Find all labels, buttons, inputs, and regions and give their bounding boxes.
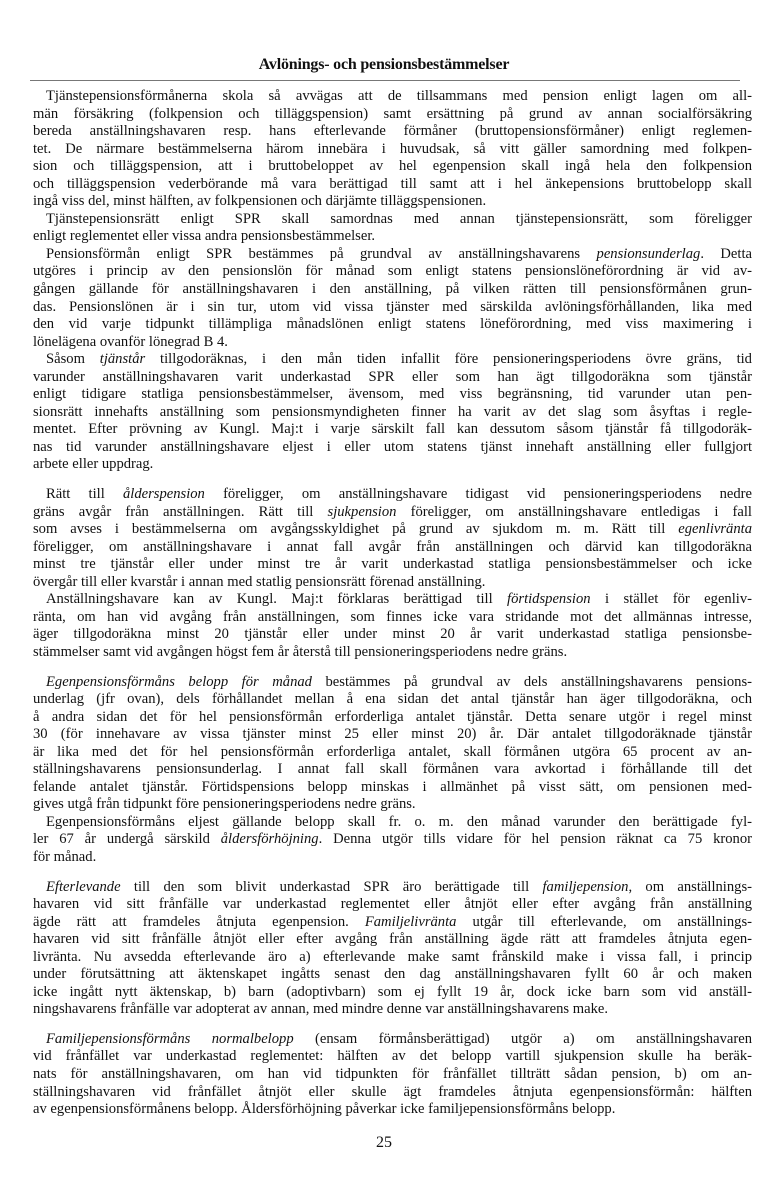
text-run: den vid varje tidpunkt tillämpliga månadslönen enligt statens löneförordning, med viss maximering i xyxy=(33,316,752,333)
text-run: sionsrätt innehafts anställning som pensionsmyndigheten finner ha varit av det slag som åsyftas i regle- xyxy=(33,403,752,420)
text-run: Pensionsförmån enligt SPR bestämmes på grundval av anställningshavarens xyxy=(46,245,597,262)
text-line xyxy=(33,123,752,141)
text-section xyxy=(33,1031,752,1119)
text-line xyxy=(33,1048,752,1066)
text-line xyxy=(33,896,752,914)
text-run: ställningshavaren vid frånfället åtnjöt eller skulle ägt framdeles åtnjuta egenpensionsförmån: hälften xyxy=(33,1083,752,1100)
text-run: för månad. xyxy=(33,848,97,865)
text-line xyxy=(33,351,752,369)
emphasized-term: Familjelivränta xyxy=(364,913,457,930)
text-run: gräns avgår från anställningen. Rätt till xyxy=(33,503,328,520)
text-run: Tjänstepensionsrätt enligt SPR skall samordnas med annan tjänstepensionsrätt, som föreligger xyxy=(46,210,752,227)
emphasized-term: pensionsunderlag xyxy=(596,245,701,262)
text-line xyxy=(33,691,752,709)
text-line xyxy=(33,299,752,317)
text-run: ler 67 år undergå särskild xyxy=(33,831,221,848)
text-line xyxy=(33,456,752,474)
text-run: tet. De närmare bestämmelserna härom innebära i huvudsak, så vitt gäller samordning med folkpen- xyxy=(33,140,752,157)
text-run: felande antalet tjänstår. Förtidspensions belopp minskas i allmänhet på visst sätt, om pensionen med- xyxy=(33,778,752,795)
text-run: å andra sidan det för hel pensionsförmån erforderliga antalet tjänstår. Detta senare utgör i regel minst xyxy=(33,708,752,725)
paragraph xyxy=(33,674,752,814)
text-run: föreligger, om anställningshavare entledigas i fall xyxy=(396,503,752,520)
text-run: enligt tidigare statliga pensionsbestämmelser, ävensom, med viss begränsning, tid varunder utan pen- xyxy=(33,386,752,403)
text-line xyxy=(33,709,752,727)
emphasized-term: Familjepensionsförmåns normalbelopp xyxy=(46,1030,294,1047)
text-run: nats för anställningshavaren, om han vid tidpunkten för frånfället tillträtt sådan pension, b) om an- xyxy=(33,1065,752,1082)
text-line xyxy=(33,369,752,387)
emphasized-term: tjänstår xyxy=(99,351,146,368)
text-run: Egenpensionsförmåns eljest gällande belopp skall fr. o. m. den månad varunder den berättigade fyl- xyxy=(46,813,752,830)
text-line xyxy=(33,246,752,264)
header-divider xyxy=(30,80,740,81)
text-run: män försäkring (folkpension och tilläggspension) samt ersättning på grund av annan socialförsäkring xyxy=(33,105,752,122)
text-line xyxy=(33,609,752,627)
text-run: ingå viss del, minst hälften, av folkpensionen och därjämte tilläggspensionen. xyxy=(33,193,487,210)
text-line xyxy=(33,726,752,744)
text-run: äger tillgodoräkna minst 20 tjänstår eller under minst 20 år varit underkastad statliga pensionsbe- xyxy=(33,626,752,643)
emphasized-term: egenlivränta xyxy=(678,521,752,538)
text-run: utgöres i princip av den pensionslön för månad som enligt statens pensionslöneförordning är vid av- xyxy=(33,263,752,280)
paragraph xyxy=(33,814,752,867)
text-line xyxy=(33,88,752,106)
text-line xyxy=(33,984,752,1002)
text-run: i stället för egenliv- xyxy=(590,591,752,608)
text-line xyxy=(33,539,752,557)
text-line xyxy=(33,796,752,814)
text-run: ställningshavarens pensionsunderlag. I annat fall skall förmånen vara avkortad i förhållande till det xyxy=(33,761,752,778)
text-run: Anställningshavare kan av Kungl. Maj:t förklaras berättigad till xyxy=(46,591,508,608)
text-line xyxy=(33,281,752,299)
emphasized-term: ålderspension xyxy=(122,486,205,503)
text-run: lönelägena ovanför lönegrad B 4. xyxy=(33,333,228,350)
text-run: bereda anställningshavaren resp. hans efterlevande förmåner (bruttopensionsförmåner) enligt reglemen- xyxy=(33,123,752,140)
text-section xyxy=(33,486,752,661)
text-run: gången gällande för anställningshavaren i den anställning, på vilken rätten till pensionsförmånen grun- xyxy=(33,281,752,298)
text-line xyxy=(33,521,752,539)
paragraph xyxy=(33,591,752,661)
text-line xyxy=(33,591,752,609)
text-run: utgår till efterlevande, om anställnings- xyxy=(456,913,752,930)
emphasized-term: familjepension xyxy=(542,878,629,895)
text-line xyxy=(33,176,752,194)
text-run: av egenpensionsförmånens belopp. Åldersförhöjning påverkar icke familjepensionsförmåns belopp. xyxy=(33,1101,616,1118)
text-line xyxy=(33,831,752,849)
text-line xyxy=(33,1066,752,1084)
text-run: vid frånfället var underkastad reglementet: hälften av det belopp vartill sjukpension skulle ha beräk- xyxy=(33,1048,752,1065)
text-run: är lika med det för hel pensionsförmån erforderliga antalet, skall förmånen utgöra 65 procent av an- xyxy=(33,743,752,760)
text-run: (ensam förmånsberättigad) utgör a) om anställningshavaren xyxy=(293,1030,752,1047)
emphasized-term: förtidspension xyxy=(507,591,591,608)
text-run: . Denna utgör tills vidare för hel pension räknat ca 75 kronor xyxy=(318,831,752,848)
paragraph xyxy=(33,246,752,351)
text-run: varunder anställningshavaren varit underkastad SPR eller som han ägt tillgodoräkna som tjänstår xyxy=(33,368,752,385)
text-line xyxy=(33,334,752,352)
text-line xyxy=(33,914,752,932)
text-run: minst tre tjänstår eller under minst tre år varit underkastad statliga pensionsbestämmelser och icke xyxy=(33,556,752,573)
text-line xyxy=(33,263,752,281)
text-run: föreligger, om anställningshavare i annat fall avgår från anställningen och därvid kan tillgodoräkna xyxy=(33,538,752,555)
text-line xyxy=(33,626,752,644)
text-line xyxy=(33,674,752,692)
text-run: underlag (jfr ovan), dels förhållandet mellan å ena sidan det antal tjänstår han äger tillgodoräkna, och xyxy=(33,691,752,708)
text-line xyxy=(33,228,752,246)
text-line xyxy=(33,556,752,574)
text-run: arbete eller uppdrag. xyxy=(33,456,154,473)
text-line xyxy=(33,439,752,457)
text-run: under förutsättning att äktenskapet ingåtts senast den dag anställningshavaren fyllt 60 år och maken xyxy=(33,966,752,983)
paragraph xyxy=(33,211,752,246)
text-run: till den som blivit underkastad SPR äro berättigade till xyxy=(120,878,543,895)
text-line xyxy=(33,879,752,897)
text-line xyxy=(33,644,752,662)
text-line xyxy=(33,574,752,592)
text-line xyxy=(33,158,752,176)
text-run: stämmelser samt vid avgången högst fem år återstå till pensioneringsperiodens nedre gräns. xyxy=(33,643,568,660)
text-line xyxy=(33,1001,752,1019)
text-run: havaren vid sitt frånfälle var underkastad reglementet eller åtnjöt eller efter avgång från anställning xyxy=(33,896,752,913)
text-run: das. Pensionslönen är i sin tur, utom vid vissa tjänster med särskilda avlöningsförhållanden, lika med xyxy=(33,298,752,315)
text-run: ningshavarens frånfälle var adopterat av annan, med mindre denne var anställningshavarens make. xyxy=(33,1001,609,1018)
paragraph xyxy=(33,1031,752,1119)
text-line xyxy=(33,1084,752,1102)
text-run: och tilläggspension vederbörande må vara berättigad till samt att i hel änkepensions bruttobelopp skall xyxy=(33,175,752,192)
text-line xyxy=(33,814,752,832)
text-line xyxy=(33,1031,752,1049)
text-run: enligt reglementet eller vissa andra pensionsbestämmelser. xyxy=(33,228,376,245)
document-body xyxy=(33,88,752,1119)
text-line xyxy=(33,193,752,211)
text-run: mentet. Efter prövning av Kungl. Maj:t i varje särskilt fall kan dessutom såsom tjänstår få tillgodoräk- xyxy=(33,421,752,438)
text-line xyxy=(33,966,752,984)
text-line xyxy=(33,1101,752,1119)
text-run: ränta, om han vid avgång från anställningen, som finnes icke vara stridande mot det allmännas intresse, xyxy=(33,608,752,625)
text-run: Såsom xyxy=(46,351,100,368)
text-line xyxy=(33,421,752,439)
text-line xyxy=(33,316,752,334)
text-line xyxy=(33,779,752,797)
text-run: tillgodoräknas, i den mån tiden infallit före pensioneringsperiodens övre gräns, tid xyxy=(145,351,752,368)
paragraph xyxy=(33,351,752,474)
text-run: . Detta xyxy=(700,245,752,262)
text-run: som avses i bestämmelserna om avgångsskyldighet på grund av sjukdom m. m. Rätt till xyxy=(33,521,679,538)
text-line xyxy=(33,106,752,124)
text-line xyxy=(33,949,752,967)
emphasized-term: Egenpensionsförmåns belopp för månad xyxy=(46,673,312,690)
text-line xyxy=(33,761,752,779)
text-section xyxy=(33,879,752,1019)
text-run: bestämmes på grundval av dels anställningshavarens pensions- xyxy=(311,673,752,690)
text-run: icke ingått nytt äktenskap, b) barn (adoptivbarn) som ej fyllt 19 år, dock icke barn som vid anställ- xyxy=(33,983,752,1000)
page-title: Avlönings- och pensionsbestämmelser xyxy=(258,56,510,73)
text-run: Tjänstepensionsförmånerna skola så avvägas att de tillsammans med pension enligt lagen om all- xyxy=(46,88,752,104)
text-line xyxy=(33,211,752,229)
text-run: livränta. Nu avsedda efterlevande äro a) efterlevande make samt frånskild make i vissa fall, i princip xyxy=(33,948,752,965)
text-run: nas tid varunder anställningshavare eljest i eller utom statens tjänst innehaft anställning eller fullgjort xyxy=(33,438,752,455)
text-line xyxy=(33,744,752,762)
text-run: 30 (för innehavare av vissa tjänster minst 25 eller minst 20) år. Där antalet tillgodoräknade tjänstår xyxy=(33,726,752,743)
text-line xyxy=(33,931,752,949)
text-line xyxy=(33,386,752,404)
text-run: gives utgå från tidpunkt före pensioneringsperiodens nedre gräns. xyxy=(33,796,416,813)
emphasized-term: Efterlevande xyxy=(46,878,121,895)
emphasized-term: åldersförhöjning xyxy=(220,831,319,848)
text-run: havaren vid sitt frånfälle åtnjöt eller efter avgång från anställning ägde rätt att framdeles åtnjuta egen- xyxy=(33,931,752,948)
text-run: , om anställnings- xyxy=(628,878,752,895)
text-line xyxy=(33,486,752,504)
paragraph xyxy=(33,486,752,591)
text-run: sion och tilläggspension, att i bruttobeloppet av hel egenpension skall ingå hela den folkpension xyxy=(33,158,752,175)
text-run: ägde rätt att framdeles åtnjuta egenpension. xyxy=(33,913,365,930)
text-section xyxy=(33,88,752,474)
text-run: övergår till eller kvarstår i annan med statlig pensionsrätt förenad anställning. xyxy=(33,573,486,590)
page-number: 25 xyxy=(376,1134,392,1151)
emphasized-term: sjukpension xyxy=(327,503,397,520)
paragraph xyxy=(33,879,752,1019)
text-line xyxy=(33,504,752,522)
paragraph xyxy=(33,88,752,211)
text-run: Rätt till xyxy=(46,486,123,503)
text-section xyxy=(33,674,752,867)
text-line xyxy=(33,141,752,159)
text-line xyxy=(33,404,752,422)
text-line xyxy=(33,849,752,867)
text-run: föreligger, om anställningshavare tidigast vid pensioneringsperiodens nedre xyxy=(204,486,753,503)
